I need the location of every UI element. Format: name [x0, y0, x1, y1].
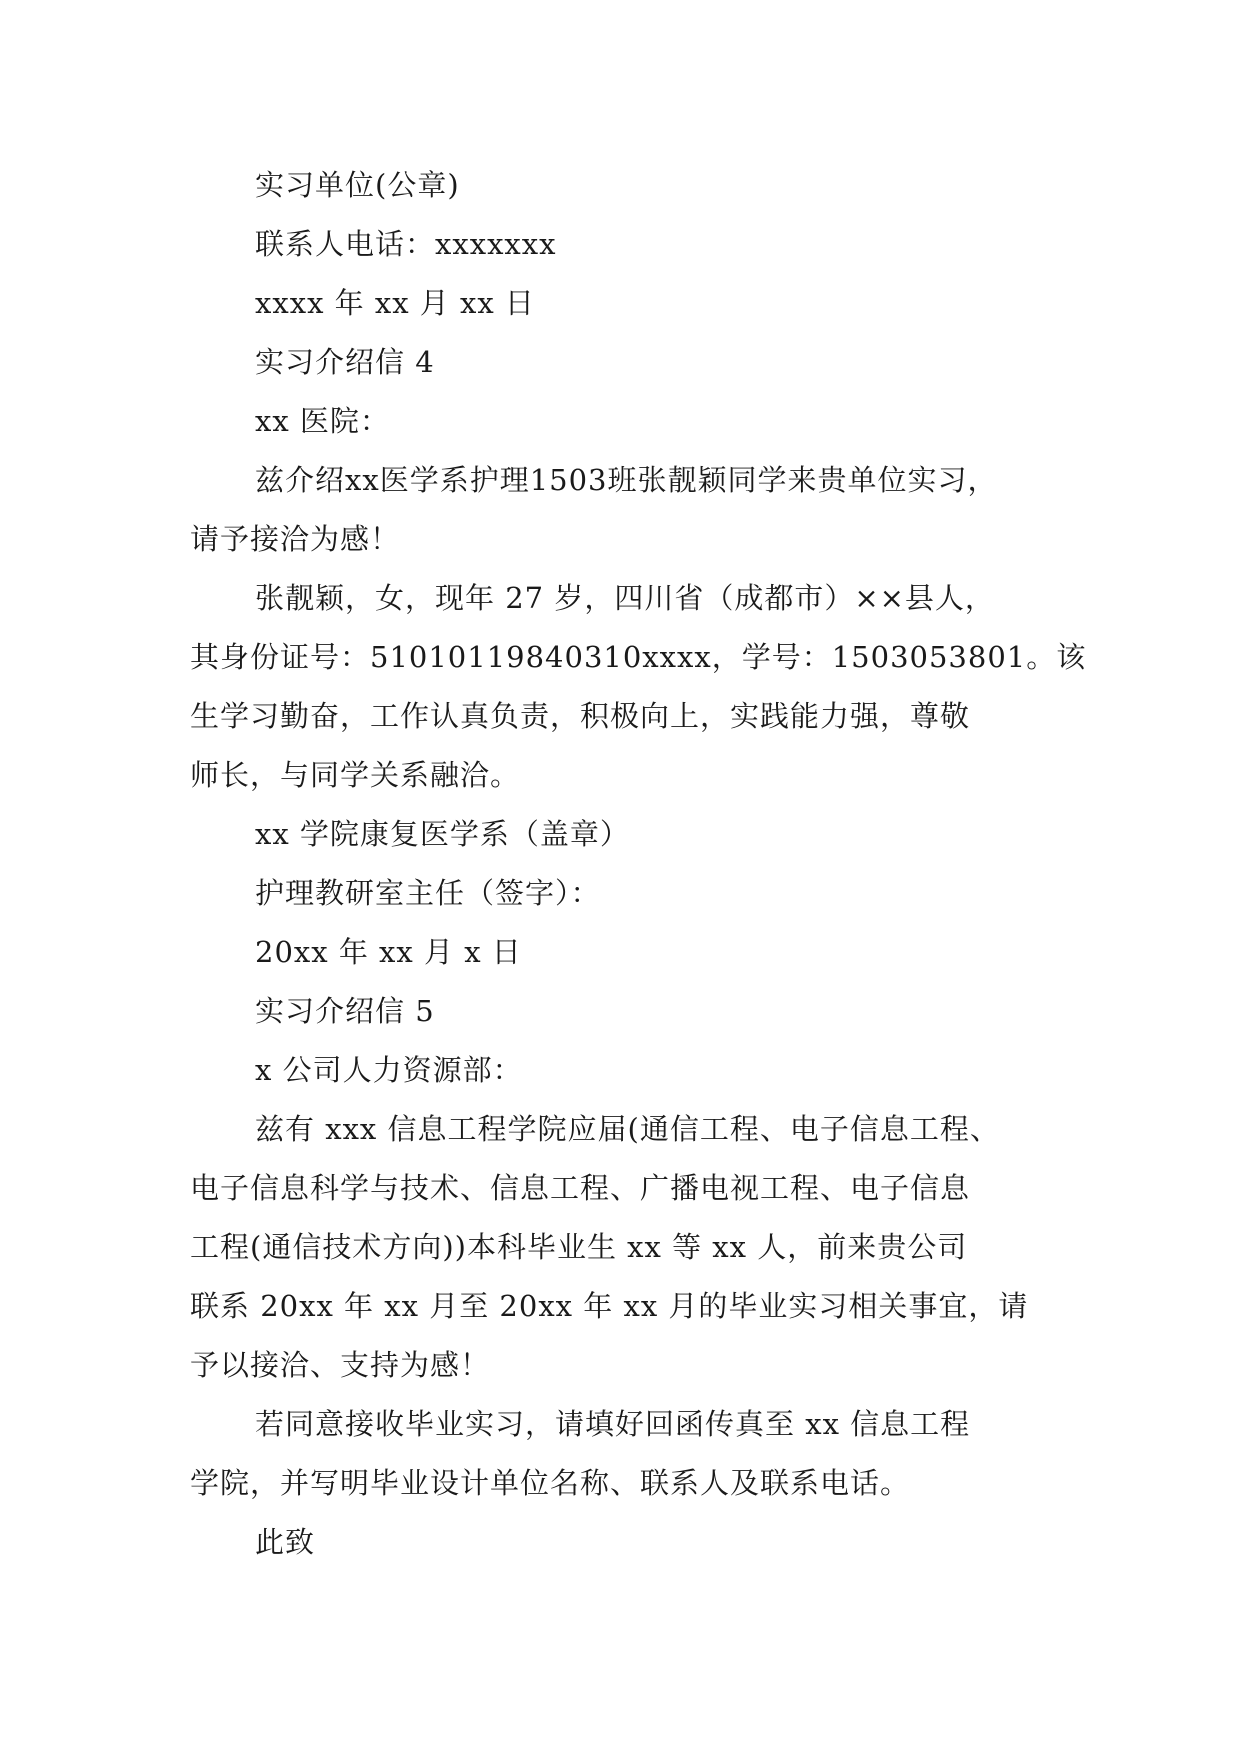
- letter-4-body-line: 张靓颖，女，现年 27 岁，四川省（成都市）××县人，: [255, 581, 995, 615]
- letter-5-recipient: x 公司人力资源部：: [255, 1053, 523, 1087]
- letter-5-body-line: 工程(通信技术方向))本科毕业生 xx 等 xx 人，前来贵公司: [190, 1230, 968, 1264]
- letter-5-heading: 实习介绍信 5: [255, 994, 435, 1028]
- letter-4-body-line: 师长，与同学关系融洽。: [190, 758, 521, 792]
- letter-5-body-line: 予以接洽、支持为感！: [190, 1348, 491, 1382]
- letter-4-body-line: 生学习勤奋，工作认真负责，积极向上，实践能力强，尊敬: [190, 699, 971, 733]
- letter-4-heading: 实习介绍信 4: [255, 345, 435, 379]
- letter-4-body-line: 请予接洽为感！: [190, 522, 401, 556]
- letter-4-body-line: 其身份证号：51010119840310xxxx，学号：1503053801。该: [190, 640, 1087, 674]
- closing-line: 此致: [255, 1525, 316, 1559]
- letter-4-body-line: 兹介绍xx医学系护理1503班张靓颖同学来贵单位实习，: [255, 463, 998, 497]
- letter-4-recipient: xx 医院：: [255, 404, 390, 438]
- letter-4-sender: xx 学院康复医学系（盖章）: [255, 817, 630, 851]
- letter-5-body-line: 联系 20xx 年 xx 月至 20xx 年 xx 月的毕业实习相关事宜，请: [190, 1289, 1029, 1323]
- seal-line: 实习单位(公章): [255, 168, 460, 202]
- letter-5-body-line: 学院，并写明毕业设计单位名称、联系人及联系电话。: [190, 1466, 911, 1500]
- letter-5-body-line: 电子信息科学与技术、信息工程、广播电视工程、电子信息: [190, 1171, 971, 1205]
- letter-5-body-line: 若同意接收毕业实习，请填好回函传真至 xx 信息工程: [255, 1407, 971, 1441]
- contact-phone-line: 联系人电话：xxxxxxx: [255, 227, 557, 261]
- date-line: xxxx 年 xx 月 xx 日: [255, 286, 535, 320]
- letter-4-signature: 护理教研室主任（签字）：: [255, 876, 601, 910]
- letter-4-date: 20xx 年 xx 月 x 日: [255, 935, 522, 969]
- letter-5-body-line: 兹有 xxx 信息工程学院应届(通信工程、电子信息工程、: [255, 1112, 1000, 1146]
